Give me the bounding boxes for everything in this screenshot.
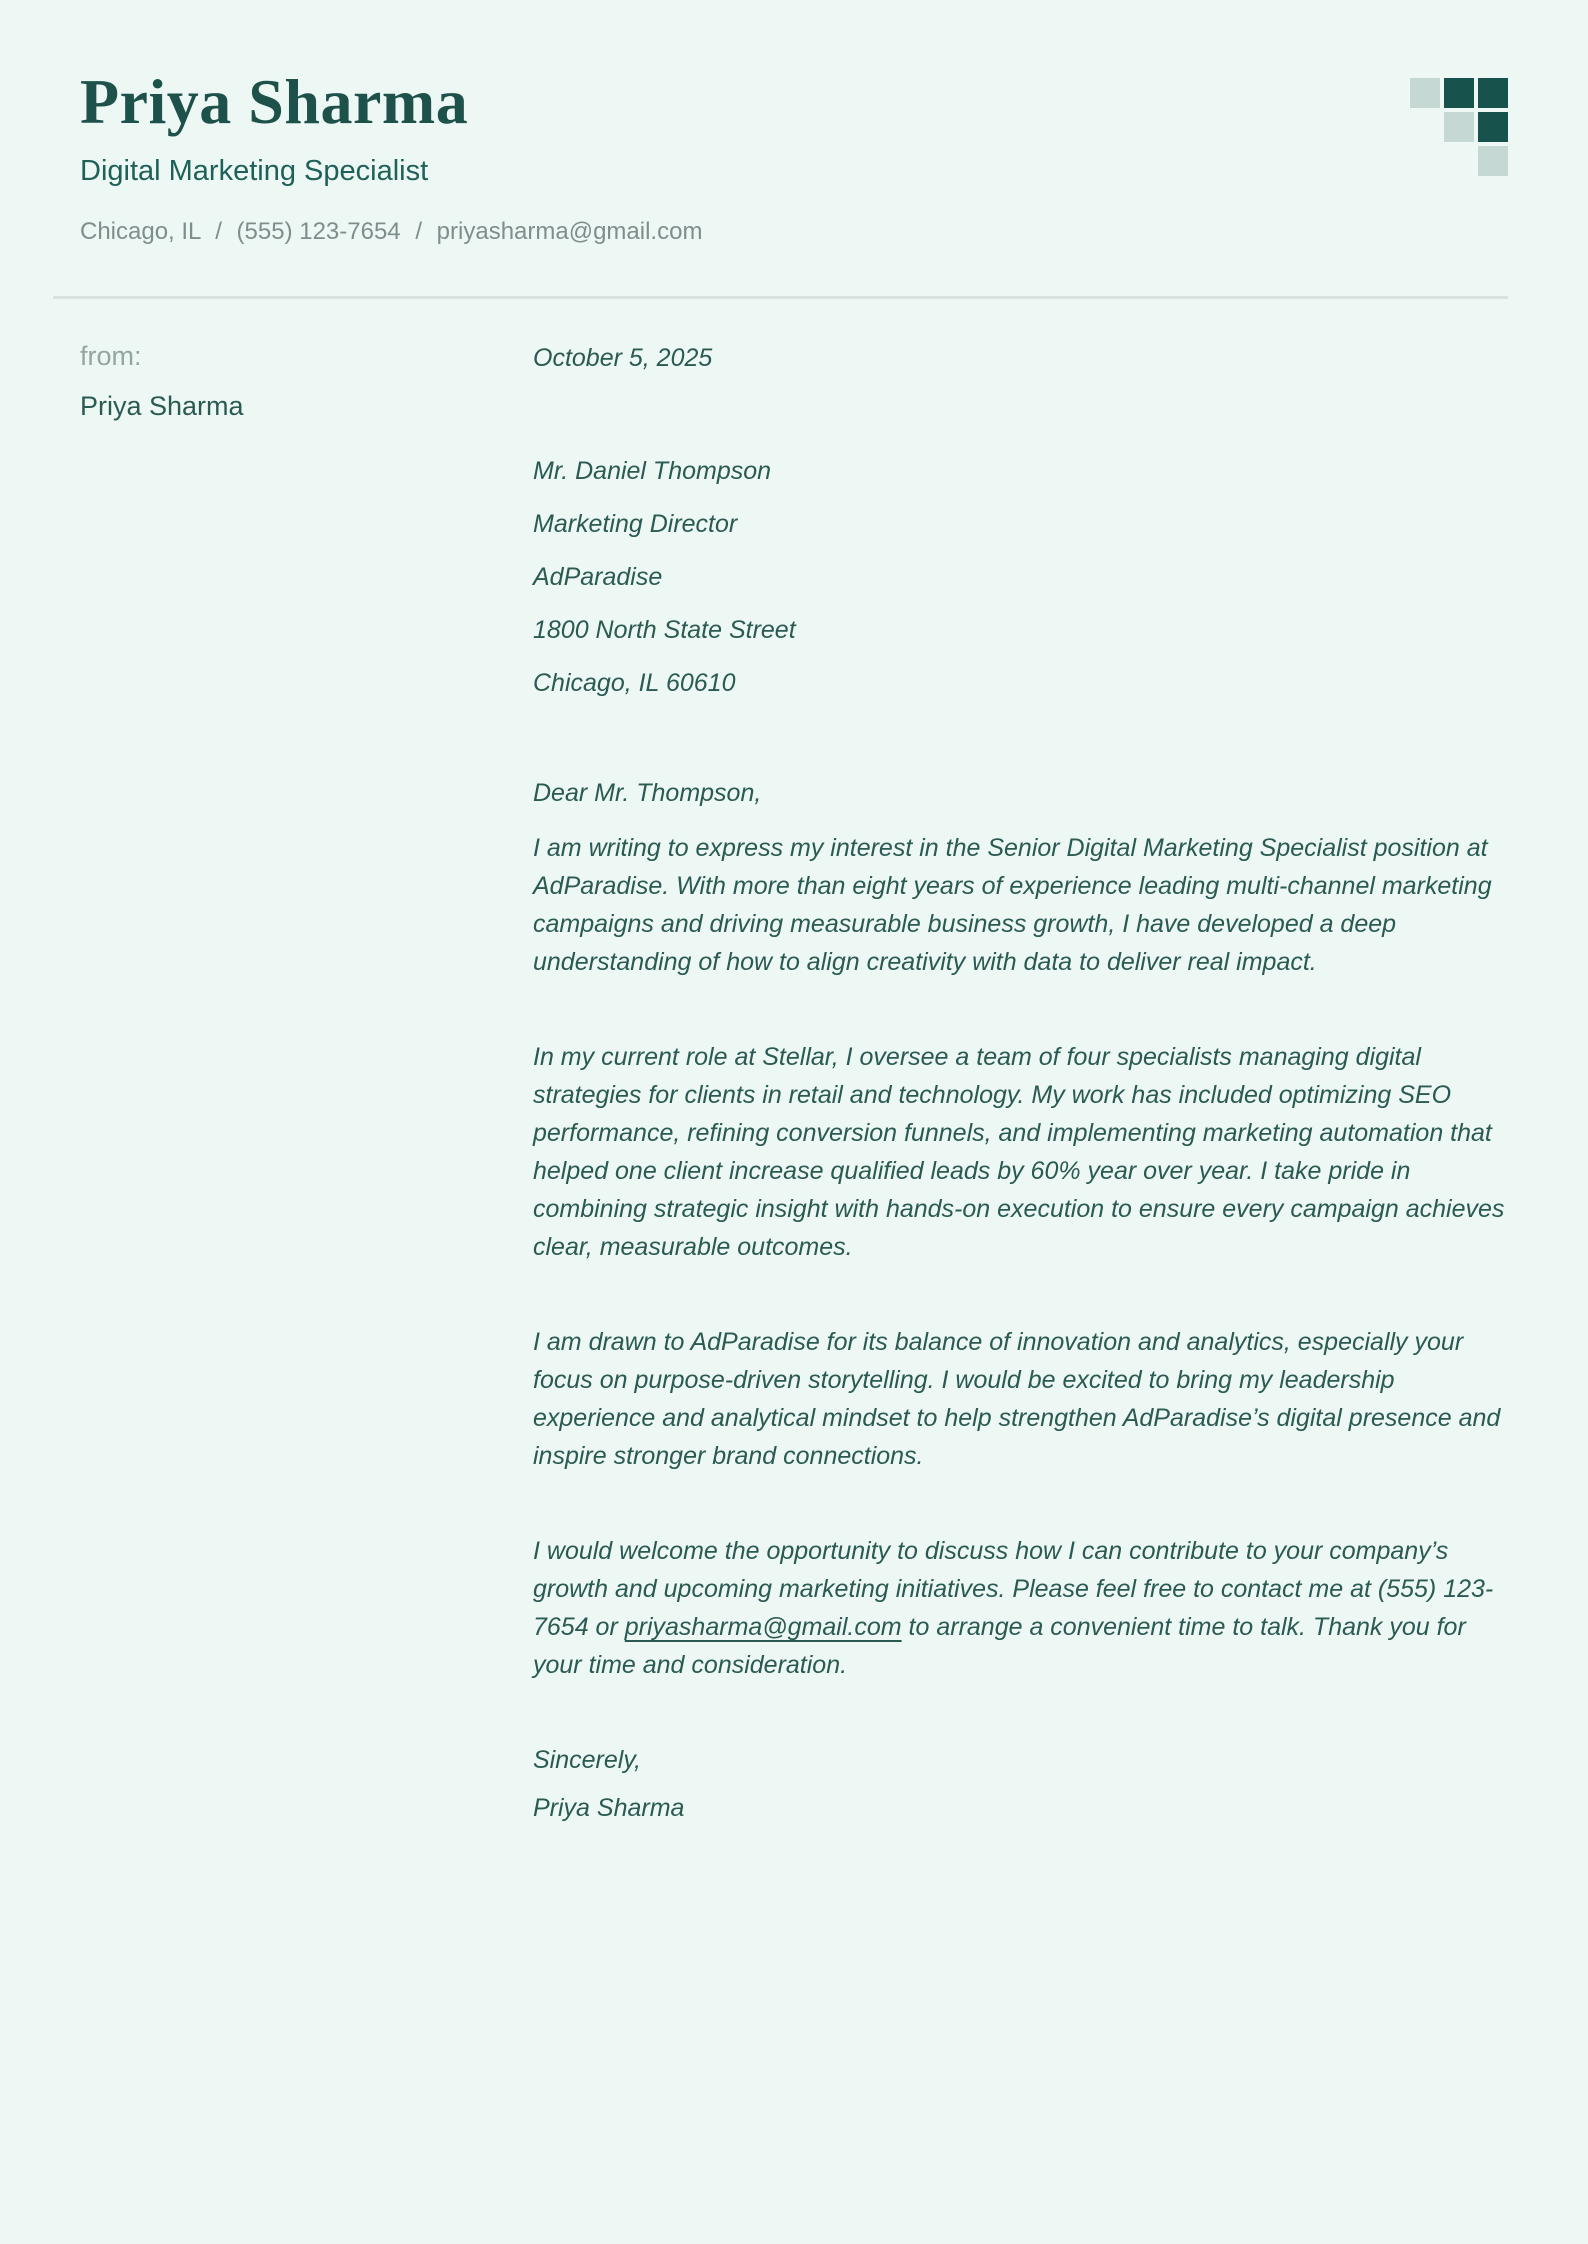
logo-cell xyxy=(1478,146,1508,176)
contact-location: Chicago, IL xyxy=(80,218,201,245)
recipient-city: Chicago, IL 60610 xyxy=(533,669,736,697)
recipient-street: 1800 North State Street xyxy=(533,616,796,644)
logo-cell xyxy=(1478,112,1508,142)
letter-date: October 5, 2025 xyxy=(533,344,713,372)
recipient-block xyxy=(533,452,1508,702)
sender-block xyxy=(80,339,533,1827)
salutation: Dear Mr. Thompson, xyxy=(533,779,762,807)
recipient-title: Marketing Director xyxy=(533,510,738,538)
contact-separator: / xyxy=(415,218,422,245)
paragraph-contact xyxy=(533,1532,1508,1684)
header-divider xyxy=(53,296,1508,299)
contact-line xyxy=(80,218,1508,246)
contact-phone: (555) 123-7654 xyxy=(236,218,401,245)
logo-cell xyxy=(1410,112,1440,142)
contact-email: priyasharma@gmail.com xyxy=(436,218,703,245)
paragraph-contact-before: I would welcome the opportunity to discuss how I can contribute to your company’s growth and upcoming marketing initiatives. Please feel free to contact me at (555) 123-7654 or xyxy=(533,1537,1494,1641)
from-label: from: xyxy=(80,341,142,371)
logo-cell xyxy=(1410,146,1440,176)
logo-cell xyxy=(1444,146,1474,176)
paragraph-intro: I am writing to express my interest in the Senior Digital Marketing Specialist position at AdParadise. With more than eight years of experience leading multi-channel marketing campaigns and driving measurable business growth, I have developed a deep understanding of how to align creativity with data to deliver real impact. xyxy=(533,834,1492,976)
email-link[interactable]: priyasharma@gmail.com xyxy=(624,1613,902,1641)
recipient-company: AdParadise xyxy=(533,563,663,591)
header xyxy=(80,64,1508,246)
logo-cell xyxy=(1444,112,1474,142)
paragraph-experience: In my current role at Stellar, I oversee a team of four specialists managing digital strategies for clients in retail and technology. My work has included optimizing SEO performance, refining conversion funnels, and implementing marketing automation that helped one client increase qualified leads by 60% year over year. I take pride in combining strategic insight with hands-on execution to ensure every campaign achieves clear, measurable outcomes. xyxy=(533,1043,1505,1261)
page-title: Priya Sharma xyxy=(80,66,469,137)
recipient-name: Mr. Daniel Thompson xyxy=(533,457,772,485)
logo-cell xyxy=(1444,78,1474,108)
logo-cell xyxy=(1478,78,1508,108)
paragraph-motivation: I am drawn to AdParadise for its balance of innovation and analytics, especially your focus on purpose-driven storytelling. I would be excited to bring my leadership experience and analytical mindset to help strengthen AdParadise’s digital presence and inspire stronger brand connections. xyxy=(533,1328,1501,1470)
job-title: Digital Marketing Specialist xyxy=(80,155,429,187)
letter-content xyxy=(80,339,1508,1827)
signature: Priya Sharma xyxy=(533,1794,685,1822)
logo-cell xyxy=(1410,78,1440,108)
sender-name: Priya Sharma xyxy=(80,391,244,421)
contact-separator: / xyxy=(215,218,222,245)
letter-body xyxy=(533,339,1508,1827)
paragraph-contact-after: to arrange a convenient time to talk. Thank you for your time and consideration. xyxy=(533,1613,1466,1679)
closing: Sincerely, xyxy=(533,1746,641,1774)
brand-squares-logo xyxy=(1410,78,1508,176)
